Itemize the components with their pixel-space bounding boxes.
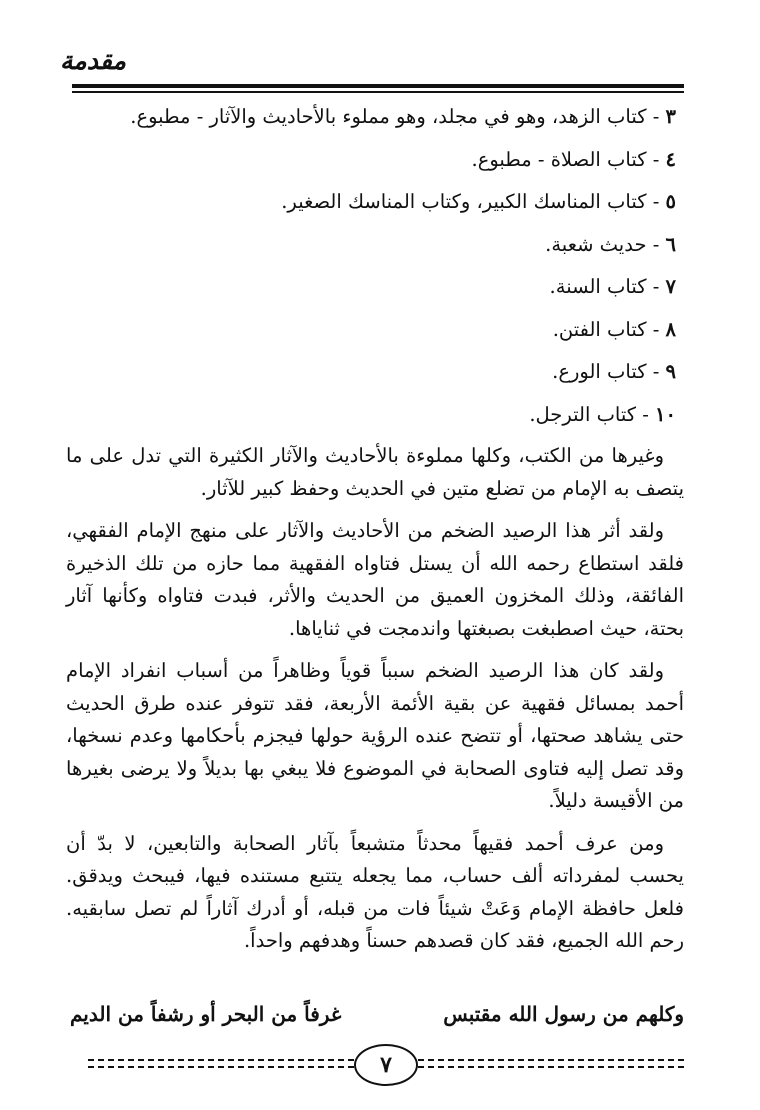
body-paragraph [66, 828, 684, 958]
list-item [66, 181, 684, 224]
header-rule-thick [72, 84, 684, 88]
body-paragraph [66, 515, 684, 645]
list-item [66, 394, 684, 437]
list-item [66, 266, 684, 309]
list-item-number: ٩ [665, 360, 676, 383]
list-item-text: كتاب الزهد، وهو في مجلد، وهو مملوء بالأحاديث والآثار - مطبوع. [130, 105, 647, 128]
poetry-verse [66, 997, 684, 1031]
list-item [66, 139, 684, 182]
book-list [66, 96, 684, 436]
footer-dashed-line-left-lower [88, 1066, 354, 1068]
list-item-number: ٦ [665, 232, 676, 256]
page-header-title: مقدمة [60, 46, 126, 75]
verse-second-hemistich: غرفاً من البحر أو رشفاً من الديم [70, 1002, 342, 1026]
list-item-number: ٥ [665, 190, 676, 213]
list-item-separator: - [646, 360, 666, 383]
list-item-text: كتاب الترجل. [529, 402, 637, 426]
paragraph-text: وغيرها من الكتب، وكلها مملوءة بالأحاديث والآثار الكثيرة التي تدل على ما يتصف به الإمام من تضلع متين في الحديث وحفظ كبير للآثار. [66, 444, 684, 500]
verse-first-hemistich: وكلهم من رسول الله مقتبس [443, 1002, 684, 1026]
list-item-separator: - [636, 402, 656, 426]
list-item [66, 309, 684, 352]
list-item-text: كتاب الفتن. [552, 317, 647, 341]
list-item-text: كتاب الصلاة - مطبوع. [471, 147, 647, 171]
list-item-number: ٤ [665, 147, 676, 171]
footer-dashed-line-left [88, 1059, 354, 1061]
header-rule-thin [72, 91, 684, 93]
body-paragraphs [66, 440, 684, 958]
list-item-number: ٨ [665, 317, 676, 341]
body-paragraph [66, 655, 684, 818]
list-item-number: ٣ [665, 105, 676, 128]
list-item-separator: - [646, 190, 666, 213]
page-number: ٧ [354, 1044, 418, 1086]
list-item-separator: - [646, 147, 666, 171]
list-item-separator: - [646, 232, 666, 256]
list-item-separator: - [646, 317, 666, 341]
list-item-separator: - [646, 105, 666, 128]
list-item-text: كتاب الورع. [552, 360, 647, 383]
list-item-text: كتاب السنة. [549, 275, 647, 298]
footer-dashed-line-right [418, 1059, 684, 1061]
list-item-number: ١٠ [655, 402, 676, 426]
page-body [66, 96, 684, 968]
paragraph-text: ولقد أثر هذا الرصيد الضخم من الأحاديث والآثار على منهج الإمام الفقهي، فلقد استطاع رحمه الله أن يستل فتاواه الفقهية مما حازه من تلك الذخيرة الفائقة، وذلك المخزون العميق من الحديث والأثر، فبدت فتاواه وكأنها آثار بحتة، حيث اصطبغت بصبغتها واندمجت في ثناياها. [66, 519, 684, 640]
list-item [66, 96, 684, 139]
list-item [66, 351, 684, 394]
paragraph-text: ومن عرف أحمد فقيهاً محدثاً متشبعاً بآثار الصحابة والتابعين، لا بدّ أن يحسب لمفرداته ألف حساب، مما يجعله يتتبع مستنده فيها، فيبحث ويدقق. فلعل حافظة الإمام وَعَتْ شيئاً فات من قبله، أو أدرك آثاراً لم تصل سابقيه. رحم الله الجميع، فقد كان قصدهم حسناً وهدفهم واحداً. [66, 831, 684, 952]
list-item-text: كتاب المناسك الكبير، وكتاب المناسك الصغير. [281, 190, 647, 213]
list-item-separator: - [646, 275, 666, 298]
list-item [66, 224, 684, 267]
list-item-text: حديث شعبة. [545, 232, 647, 256]
footer-dashed-line-right-lower [418, 1066, 684, 1068]
body-paragraph [66, 440, 684, 505]
list-item-number: ٧ [665, 275, 676, 298]
paragraph-text: ولقد كان هذا الرصيد الضخم سبباً قوياً وظاهراً من أسباب انفراد الإمام أحمد بمسائل فقهية عن بقية الأئمة الأربعة، فقد تتوفر عنده طرق الحديث حتى يشاهد صحتها، أو تتضح عنده الرؤية حولها فيجزم بأحكامها وعدم نسخها، وقد تصل إليه فتاوى الصحابة في الموضوع فلا يبغي بها بديلاً ولا يرضى بغيرها من الأقيسة دليلاً. [66, 659, 684, 812]
